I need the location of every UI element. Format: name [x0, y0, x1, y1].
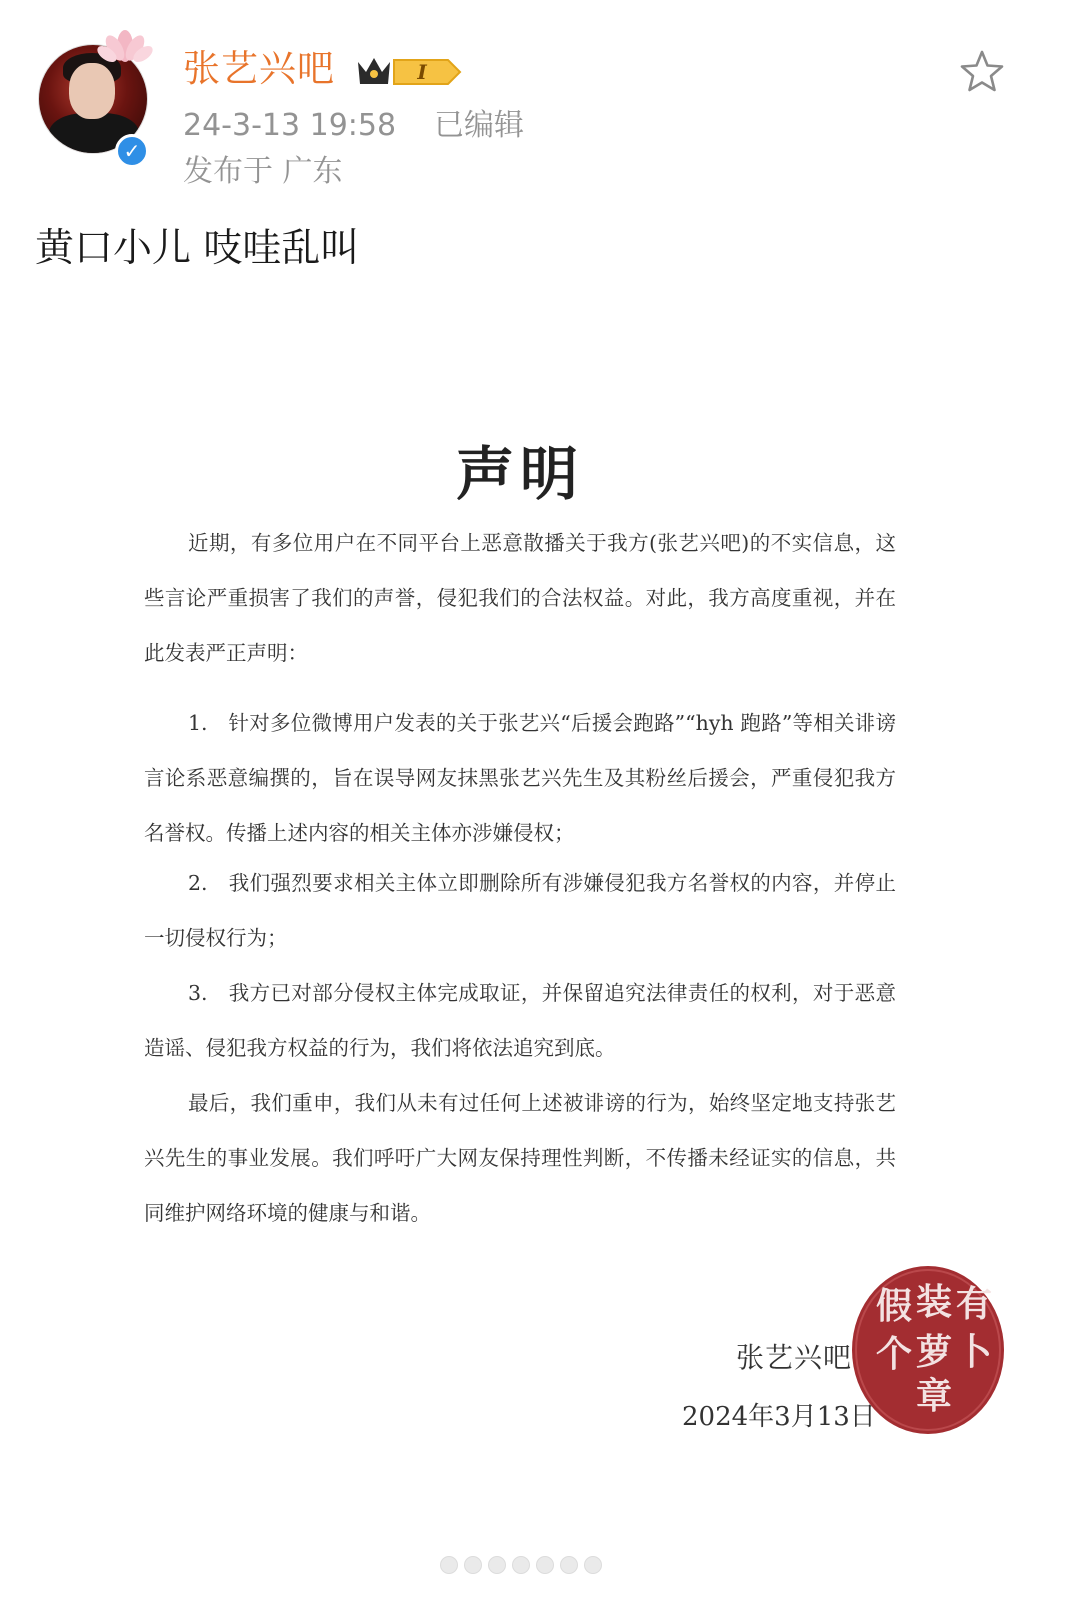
- username[interactable]: 张艺兴吧: [183, 47, 335, 90]
- seal-char-4: 个: [875, 1333, 913, 1375]
- statement-paragraph-intro: 近期，有多位用户在不同平台上恶意散播关于我方(张艺兴吧)的不实信息，这些言论严重损害了我们的声誉，侵犯我们的合法权益。对此，我方高度重视，并在此发表严正声明：: [144, 531, 896, 665]
- seal-char-2: 装: [915, 1281, 953, 1323]
- post-location: 发布于 广东: [183, 154, 343, 189]
- seal-char-6: 卜: [955, 1331, 993, 1373]
- image-pagination[interactable]: [440, 1556, 640, 1576]
- seal-char-7: 章: [915, 1375, 953, 1417]
- avatar-container[interactable]: [35, 22, 155, 163]
- post-text: 黄口小儿 吱哇乱叫: [35, 226, 360, 271]
- pagination-dot[interactable]: [488, 1556, 506, 1574]
- pagination-dot[interactable]: [440, 1556, 458, 1574]
- statement-item-2: 2. 我们强烈要求相关主体立即删除所有涉嫌侵犯我方名誉权的内容，并停止一切侵权行为；: [144, 871, 896, 950]
- statement-item-1: 1. 针对多位微博用户发表的关于张艺兴“后援会跑路”“hyh 跑路”等相关诽谤言论系恶意编撰的，旨在误导网友抹黑张艺兴先生及其粉丝后援会，严重侵犯我方名誉权。传播上述内容的相关主体亦涉嫌侵权；: [144, 711, 896, 845]
- seal-char-1: 假: [875, 1285, 913, 1327]
- post-header: [0, 0, 1075, 210]
- pagination-dot[interactable]: [560, 1556, 578, 1574]
- seal-char-3: 有: [955, 1283, 993, 1325]
- star-icon[interactable]: [958, 48, 1006, 96]
- seal-char-5: 萝: [915, 1331, 953, 1373]
- badge-level: I: [417, 60, 427, 84]
- statement-date: 2024年3月13日: [682, 1402, 876, 1432]
- statement-signature: 张艺兴吧: [736, 1341, 853, 1374]
- crown-icon[interactable]: [352, 52, 464, 92]
- statement-item-3: 3. 我方已对部分侵权主体完成取证，并保留追究法律责任的权利，对于恶意造谣、侵犯我方权益的行为，我们将依法追究到底。: [144, 981, 896, 1060]
- statement-conclusion: 最后，我们重申，我们从未有过任何上述被诽谤的行为，始终坚定地支持张艺兴先生的事业发展。我们呼吁广大网友保持理性判断，不传播未经证实的信息，共同维护网络环境的健康与和谐。: [144, 1091, 896, 1225]
- edited-label[interactable]: 已编辑: [434, 108, 524, 143]
- verified-badge-icon: ✓: [115, 134, 149, 168]
- seal-stamp-icon: [846, 1258, 1006, 1438]
- post-timestamp: 24-3-13 19:58: [183, 108, 397, 143]
- statement-document-image[interactable]: [140, 420, 900, 1460]
- statement-title: 声明: [455, 440, 584, 508]
- pagination-dot[interactable]: [584, 1556, 602, 1574]
- pagination-dot[interactable]: [536, 1556, 554, 1574]
- pagination-dot[interactable]: [512, 1556, 530, 1574]
- lotus-avatar-frame-icon: [93, 16, 157, 64]
- pagination-dot[interactable]: [464, 1556, 482, 1574]
